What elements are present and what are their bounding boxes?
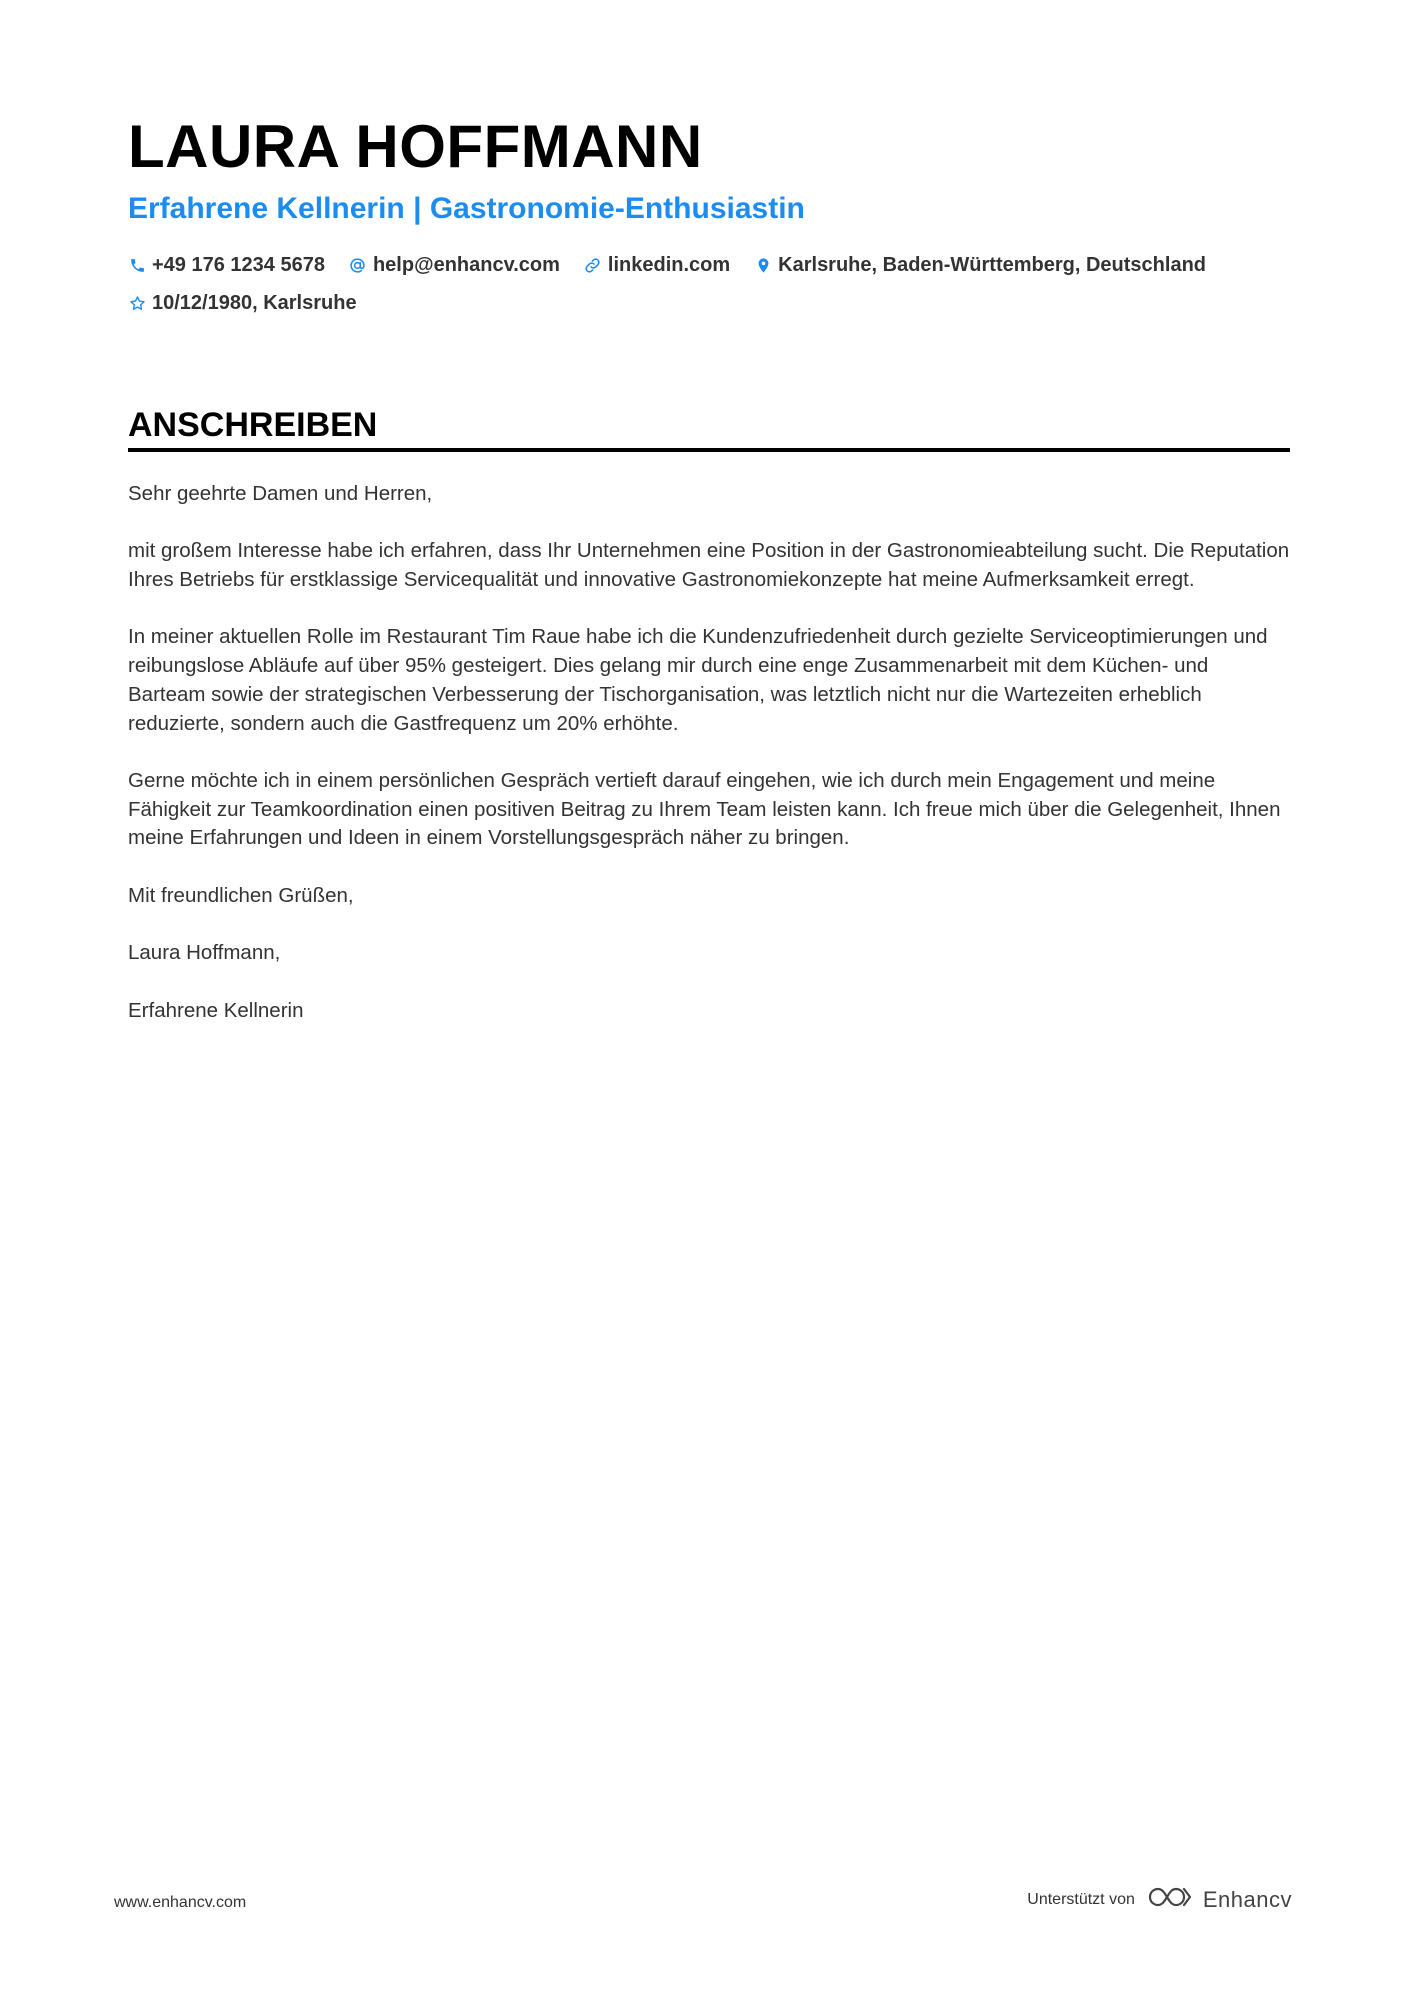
signature-title: Erfahrene Kellnerin <box>128 998 304 1022</box>
section-title: ANSCHREIBEN <box>128 406 378 444</box>
applicant-name: LAURA HOFFMANN <box>128 113 703 180</box>
letter-paragraph: mit großem Interesse habe ich erfahren, dass Ihr Unternehmen eine Position in der Gastronomieabteilung sucht. Die Reputation Ihres Betriebs für erstklassige Servicequalität und innovative Gastronomiekonzepte hat meine Aufmerksamkeit erregt. <box>128 539 1290 592</box>
letter-body <box>128 480 1290 1054</box>
contact-location <box>754 254 1206 277</box>
contact-row <box>128 254 1230 277</box>
letter-paragraph: Gerne möchte ich in einem persönlichen Gespräch vertieft darauf eingehen, wie ich durch mein Engagement und meine Fähigkeit zur Teamkoordination einen positiven Beitrag zu Ihrem Team leisten kann. Ich freue mich über die Gelegenheit, Ihnen meine Erfahrungen und Ideen in einem Vorstellungsgespräch näher zu bringen. <box>128 768 1281 850</box>
section-divider <box>128 448 1290 452</box>
applicant-headline: Erfahrene Kellnerin | Gastronomie-Enthusiastin <box>128 192 805 225</box>
star-icon <box>128 295 146 313</box>
email-text: help@enhancv.com <box>372 254 560 276</box>
letter-paragraph: In meiner aktuellen Rolle im Restaurant Tim Raue habe ich die Kundenzufriedenheit durch gezielte Serviceoptimierungen und reibungslose Abläufe auf über 95% gesteigert. Dies gelang mir durch eine enge Zusammenarbeit mit dem Küchen- und Barteam sowie der strategischen Verbesserung der Tischorganisation, was letztlich nicht nur die Wartezeiten erheblich reduzierte, sondern auch die Gastfrequenz um 20% erhöhte. <box>128 625 1268 735</box>
signature-name: Laura Hoffmann, <box>128 941 281 965</box>
link-icon <box>584 257 602 275</box>
contact-row-2 <box>128 292 381 315</box>
letter-greeting: Sehr geehrte Damen und Herren, <box>128 482 433 505</box>
phone-icon <box>128 257 146 275</box>
contact-linkedin[interactable] <box>584 254 730 277</box>
linkedin-text: linkedin.com <box>607 254 731 276</box>
phone-text: +49 176 1234 5678 <box>152 254 325 276</box>
brand-name: Enhancv <box>1202 1886 1292 1912</box>
contact-email[interactable] <box>349 254 560 277</box>
contact-phone <box>128 254 325 277</box>
footer-website[interactable]: www.enhancv.com <box>114 1894 247 1911</box>
powered-by-text: Unterstützt von <box>1027 1890 1135 1908</box>
at-icon <box>349 257 367 275</box>
birth-text: 10/12/1980, Karlsruhe <box>152 292 357 314</box>
letter-closing: Mit freundlichen Grüßen, <box>128 883 354 907</box>
footer-branding <box>1027 1884 1292 1915</box>
map-pin-icon <box>754 257 772 275</box>
contact-birth <box>128 292 357 315</box>
enhancv-logo-icon <box>1147 1884 1203 1915</box>
location-text: Karlsruhe, Baden-Württemberg, Deutschland <box>778 254 1206 276</box>
